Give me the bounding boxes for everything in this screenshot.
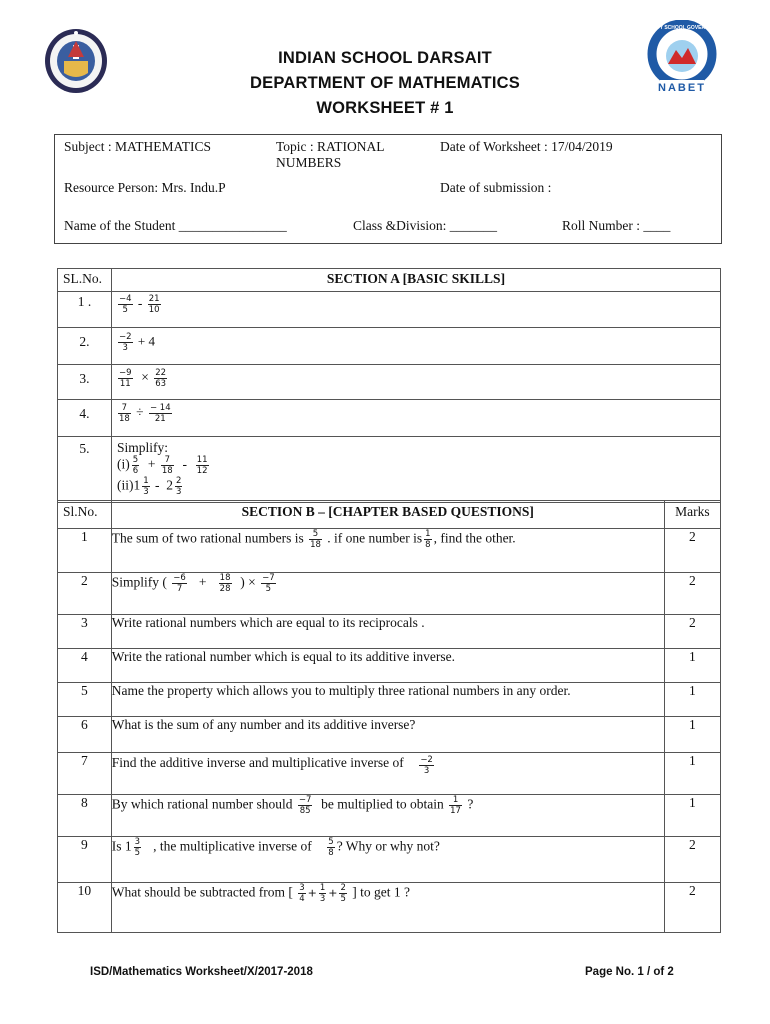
- question-b9: Is 1 $\frac{3}{5}$ , the multiplicative inverse of $\frac{5}{8}$ ? Why or why not?: [111, 837, 664, 883]
- question-marks: 1: [664, 683, 720, 717]
- section-b-row: [58, 573, 721, 615]
- row-number: 2.: [58, 328, 112, 365]
- fraction: $\frac{2}{5}$: [340, 883, 346, 904]
- fraction: $\frac{1}{3}$: [319, 883, 326, 904]
- simplify-part-ii: (ii)1 $\frac{1}{3}$ - 2 $\frac{2}{3}$: [116, 476, 182, 497]
- section-b-row: [58, 717, 721, 753]
- fraction: $\frac{5}{6}$: [132, 455, 139, 476]
- section-b-row: [58, 615, 721, 649]
- subject-label: Subject : MATHEMATICS: [64, 139, 212, 154]
- section-b-table: [57, 500, 721, 933]
- section-a-row: [58, 437, 721, 503]
- question-marks: 1: [664, 649, 720, 683]
- fraction: $\frac{18}{28}$: [219, 573, 231, 594]
- page-number: Page No. 1 / of 2: [585, 966, 674, 978]
- fraction: $\frac{- 14}{21}$: [149, 403, 171, 424]
- question-number: 3: [58, 615, 112, 649]
- fraction: $\frac{1}{17}$: [450, 795, 461, 816]
- section-b-row: [58, 883, 721, 933]
- question-marks: 2: [664, 529, 720, 573]
- question-number: 2: [58, 573, 112, 615]
- section-b-row: [58, 529, 721, 573]
- question-number: 1: [58, 529, 112, 573]
- question-a3: $\frac{-9}{11}$ × $\frac{22}{63}$: [111, 365, 720, 400]
- question-marks: 1: [664, 753, 720, 795]
- fraction: $\frac{-7}{85}$: [298, 795, 312, 816]
- question-b1: The sum of two rational numbers is $\frac{5}{18}$ . if one number is $\frac{1}{8}$ , find the other.: [111, 529, 664, 573]
- fraction: $\frac{1}{8}$: [425, 529, 431, 550]
- simplify-part-i: (i) $\frac{5}{6}$ + $\frac{7}{18}$ - $\frac{11}{12}$: [116, 455, 208, 476]
- question-marks: 1: [664, 717, 720, 753]
- section-b-row: [58, 753, 721, 795]
- fraction: $\frac{3}{4}$: [299, 883, 305, 904]
- question-b7: Find the additive inverse and multiplicative inverse of $\frac{-2}{3}$: [111, 753, 664, 795]
- question-marks: 2: [664, 573, 720, 615]
- section-a-row: [58, 400, 721, 437]
- question-marks: 1: [664, 795, 720, 837]
- question-a4: $\frac{7}{18}$ ÷ $\frac{- 14}{21}$: [111, 400, 720, 437]
- fraction: $\frac{5}{18}$: [310, 529, 321, 550]
- question-a5: [111, 437, 720, 503]
- question-a1: $\frac{-4}{5}$ - $\frac{21}{10}$: [111, 292, 720, 328]
- department-name: DEPARTMENT OF MATHEMATICS: [250, 74, 520, 92]
- fraction: $\frac{-6}{7}$: [173, 573, 186, 594]
- question-number: 10: [58, 883, 112, 933]
- question-marks: 2: [664, 615, 720, 649]
- row-number: 1 .: [58, 292, 112, 328]
- question-marks: 2: [664, 883, 720, 933]
- question-b6: What is the sum of any number and its additive inverse?: [111, 717, 664, 753]
- row-number: 4.: [58, 400, 112, 437]
- topic-label-line2: NUMBERS: [276, 155, 342, 170]
- fraction: $\frac{22}{63}$: [155, 368, 167, 389]
- fraction: $\frac{1}{3}$: [143, 476, 149, 497]
- fraction: $\frac{5}{8}$: [328, 837, 334, 858]
- section-a-title: SECTION A [BASIC SKILLS]: [111, 269, 720, 292]
- row-number: 3.: [58, 365, 112, 400]
- fraction: $\frac{-9}{11}$: [118, 368, 132, 389]
- section-a-sl-header: SL.No.: [58, 269, 112, 292]
- date-of-worksheet: Date of Worksheet : 17/04/2019: [440, 139, 613, 154]
- resource-person: Resource Person: Mrs. Indu.P: [64, 180, 226, 195]
- fraction: $\frac{3}{5}$: [134, 837, 141, 858]
- section-a-row: [58, 292, 721, 328]
- section-b-row: [58, 649, 721, 683]
- section-b-row: [58, 795, 721, 837]
- question-b5: Name the property which allows you to multiply three rational numbers in any order.: [111, 683, 664, 717]
- marks-header: Marks: [664, 501, 720, 529]
- question-b4: Write the rational number which is equal to its additive inverse.: [111, 649, 664, 683]
- question-marks: 2: [664, 837, 720, 883]
- section-b-sl-header: Sl.No.: [58, 501, 112, 529]
- fraction: $\frac{21}{10}$: [148, 294, 160, 315]
- date-of-submission: Date of submission :: [440, 180, 552, 195]
- fraction: $\frac{-2}{3}$: [420, 755, 433, 776]
- question-b8: By which rational number should $\frac{-7}{85}$ be multiplied to obtain $\frac{1}{17}$ ?: [111, 795, 664, 837]
- student-name-field[interactable]: Name of the Student ________________: [64, 218, 287, 233]
- section-b-row: [58, 837, 721, 883]
- question-number: 7: [58, 753, 112, 795]
- worksheet-title: WORKSHEET # 1: [316, 99, 454, 117]
- question-b2: Simplify ( $\frac{-6}{7}$ + $\frac{18}{28}$ ) × $\frac{-7}{5}$: [111, 573, 664, 615]
- section-b-row: [58, 683, 721, 717]
- fraction: $\frac{2}{3}$: [176, 476, 182, 497]
- class-division-field[interactable]: Class &Division: _______: [353, 218, 498, 233]
- question-a2: $\frac{-2}{3}$ + 4: [111, 328, 720, 365]
- simplify-label: Simplify:: [116, 440, 168, 455]
- fraction: $\frac{11}{12}$: [196, 455, 208, 476]
- topic-label-line1: Topic : RATIONAL: [276, 139, 385, 154]
- section-a-table: [57, 268, 721, 503]
- fraction: $\frac{-2}{3}$: [118, 332, 132, 353]
- question-number: 5: [58, 683, 112, 717]
- question-b10: What should be subtracted from [ $\frac{3}{4}$ + $\frac{1}{3}$ + $\frac{2}{5}$ ] to get 1 ?: [111, 883, 664, 933]
- question-number: 6: [58, 717, 112, 753]
- nabet-logo-text: NABET: [658, 82, 706, 94]
- question-number: 9: [58, 837, 112, 883]
- section-a-row: [58, 365, 721, 400]
- section-a-row: [58, 328, 721, 365]
- nabet-logo-arc-text: QUALITY SCHOOL GOVERNANCE: [641, 25, 723, 31]
- footer-left: ISD/Mathematics Worksheet/X/2017-2018: [90, 966, 313, 978]
- fraction: $\frac{7}{18}$: [118, 403, 130, 424]
- school-name: INDIAN SCHOOL DARSAIT: [278, 49, 492, 67]
- section-b-title: SECTION B – [CHAPTER BASED QUESTIONS]: [111, 501, 664, 529]
- fraction: $\frac{7}{18}$: [161, 455, 173, 476]
- roll-number-field[interactable]: Roll Number : ____: [562, 218, 671, 233]
- question-number: 4: [58, 649, 112, 683]
- question-number: 8: [58, 795, 112, 837]
- row-number: 5.: [58, 437, 112, 503]
- fraction: $\frac{-7}{5}$: [262, 573, 275, 594]
- question-b3: Write rational numbers which are equal to its reciprocals .: [111, 615, 664, 649]
- fraction: $\frac{-4}{5}$: [118, 294, 132, 315]
